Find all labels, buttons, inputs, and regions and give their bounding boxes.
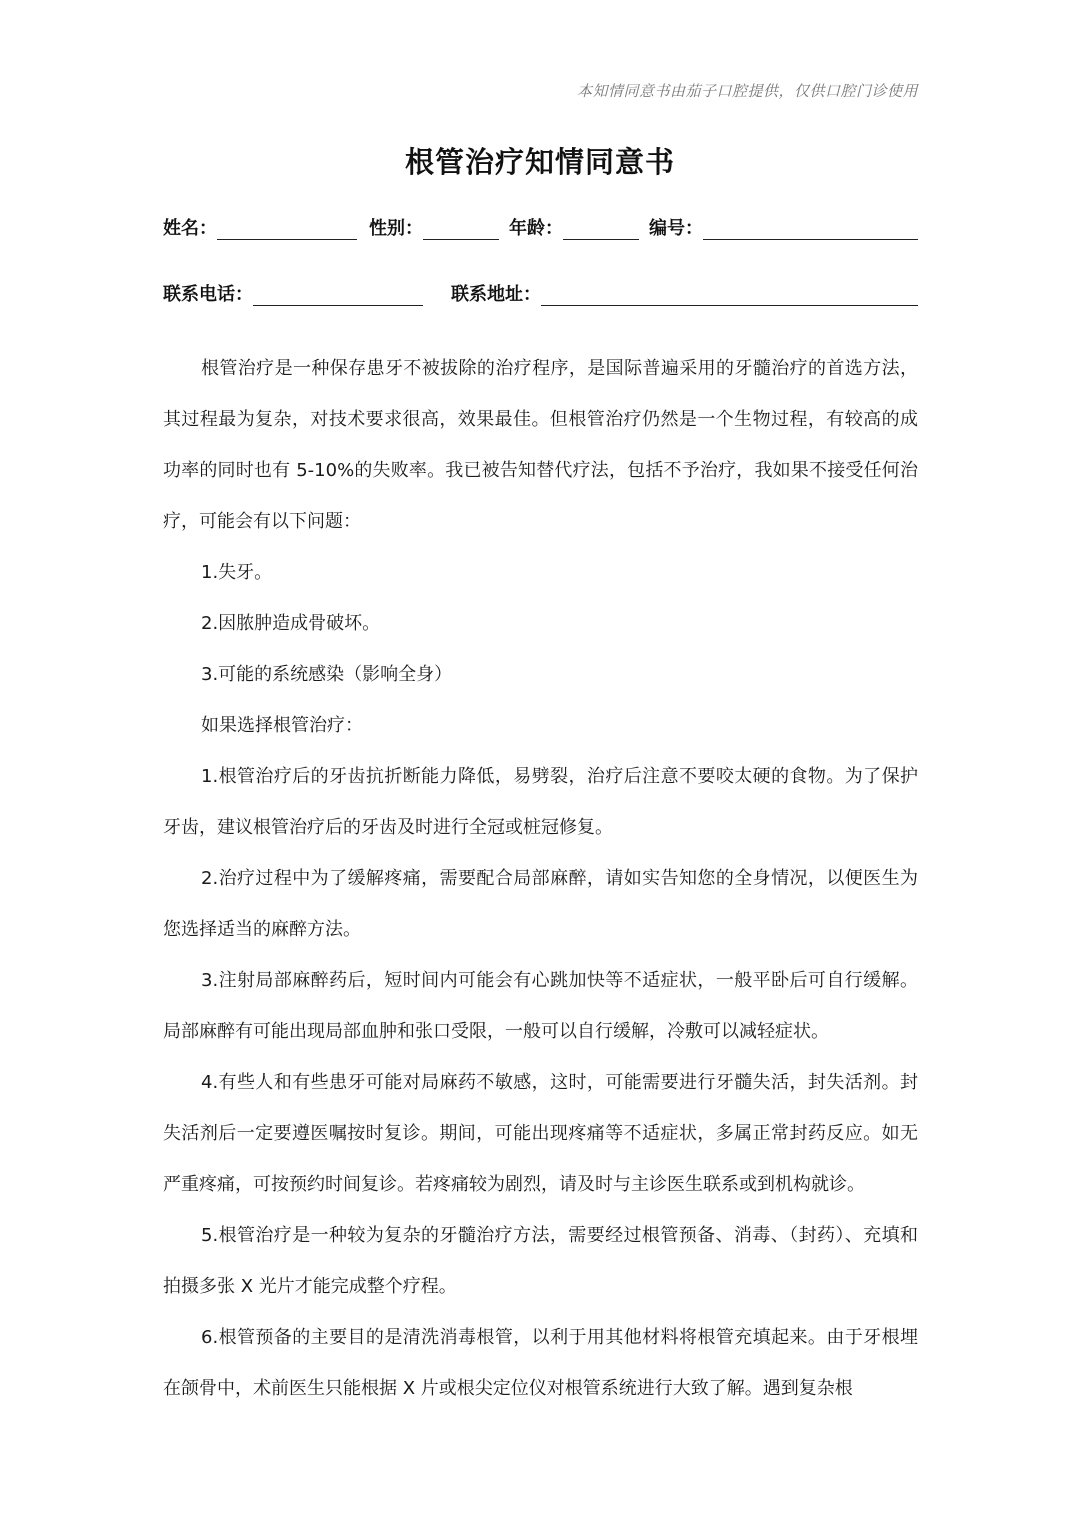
age-label: 年龄： — [509, 218, 563, 239]
gender-label: 性别： — [369, 218, 423, 239]
treatment-item-6: 6.根管预备的主要目的是清洗消毒根管，以利于用其他材料将根管充填起来。由于牙根埋在颌骨中，术前医生只能根据 X 片或根尖定位仪对根管系统进行大致了解。遇到复杂根 — [163, 1327, 918, 1399]
treatment-intro: 如果选择根管治疗： — [201, 715, 363, 736]
phone-field — [163, 280, 423, 306]
treatment-item-2: 2.治疗过程中为了缓解疼痛，需要配合局部麻醉，请如实告知您的全身情况，以便医生为您选择适当的麻醉方法。 — [163, 868, 918, 940]
phone-label: 联系电话： — [163, 284, 253, 305]
number-field — [649, 214, 918, 240]
address-field — [451, 280, 918, 306]
number-label: 编号： — [649, 218, 703, 239]
name-label: 姓名： — [163, 218, 217, 239]
intro-paragraph: 根管治疗是一种保存患牙不被拔除的治疗程序，是国际普遍采用的牙髓治疗的首选方法，其过程最为复杂，对技术要求很高，效果最佳。但根管治疗仍然是一个生物过程，有较高的成功率的同时也有 5-10%的失败率。我已被告知替代疗法，包括不予治疗，我如果不接受任何治疗，可能会有以下问题： — [163, 358, 918, 532]
number-blank[interactable] — [703, 217, 918, 240]
address-blank[interactable] — [541, 283, 918, 306]
treatment-item-4: 4.有些人和有些患牙可能对局麻药不敏感，这时，可能需要进行牙髓失活，封失活剂。封失活剂后一定要遵医嘱按时复诊。期间，可能出现疼痛等不适症状，多属正常封药反应。如无严重疼痛，可按预约时间复诊。若疼痛较为剧烈，请及时与主诊医生联系或到机构就诊。 — [163, 1072, 918, 1195]
document-title: 根管治疗知情同意书 — [404, 145, 675, 179]
consent-body — [163, 343, 918, 1414]
age-field — [509, 214, 639, 240]
gender-blank[interactable] — [423, 217, 499, 240]
name-field — [163, 214, 357, 240]
patient-info-row-2 — [163, 280, 918, 306]
address-label: 联系地址： — [451, 284, 541, 305]
name-blank[interactable] — [217, 217, 357, 240]
risk-item-3: 3.可能的系统感染（影响全身） — [201, 664, 453, 685]
phone-blank[interactable] — [253, 283, 423, 306]
age-blank[interactable] — [563, 217, 639, 240]
treatment-item-1: 1.根管治疗后的牙齿抗折断能力降低，易劈裂，治疗后注意不要咬太硬的食物。为了保护牙齿，建议根管治疗后的牙齿及时进行全冠或桩冠修复。 — [163, 766, 918, 838]
risk-item-2: 2.因脓肿造成骨破坏。 — [201, 613, 381, 634]
provider-note: 本知情同意书由茄子口腔提供，仅供口腔门诊使用 — [576, 82, 918, 100]
risk-item-1: 1.失牙。 — [201, 562, 273, 583]
gender-field — [369, 214, 499, 240]
treatment-item-3: 3.注射局部麻醉药后，短时间内可能会有心跳加快等不适症状，一般平卧后可自行缓解。局部麻醉有可能出现局部血肿和张口受限，一般可以自行缓解，冷敷可以减轻症状。 — [163, 970, 918, 1042]
patient-info-row-1 — [163, 214, 918, 240]
treatment-item-5: 5.根管治疗是一种较为复杂的牙髓治疗方法，需要经过根管预备、消毒、（封药）、充填和拍摄多张 X 光片才能完成整个疗程。 — [163, 1225, 918, 1297]
